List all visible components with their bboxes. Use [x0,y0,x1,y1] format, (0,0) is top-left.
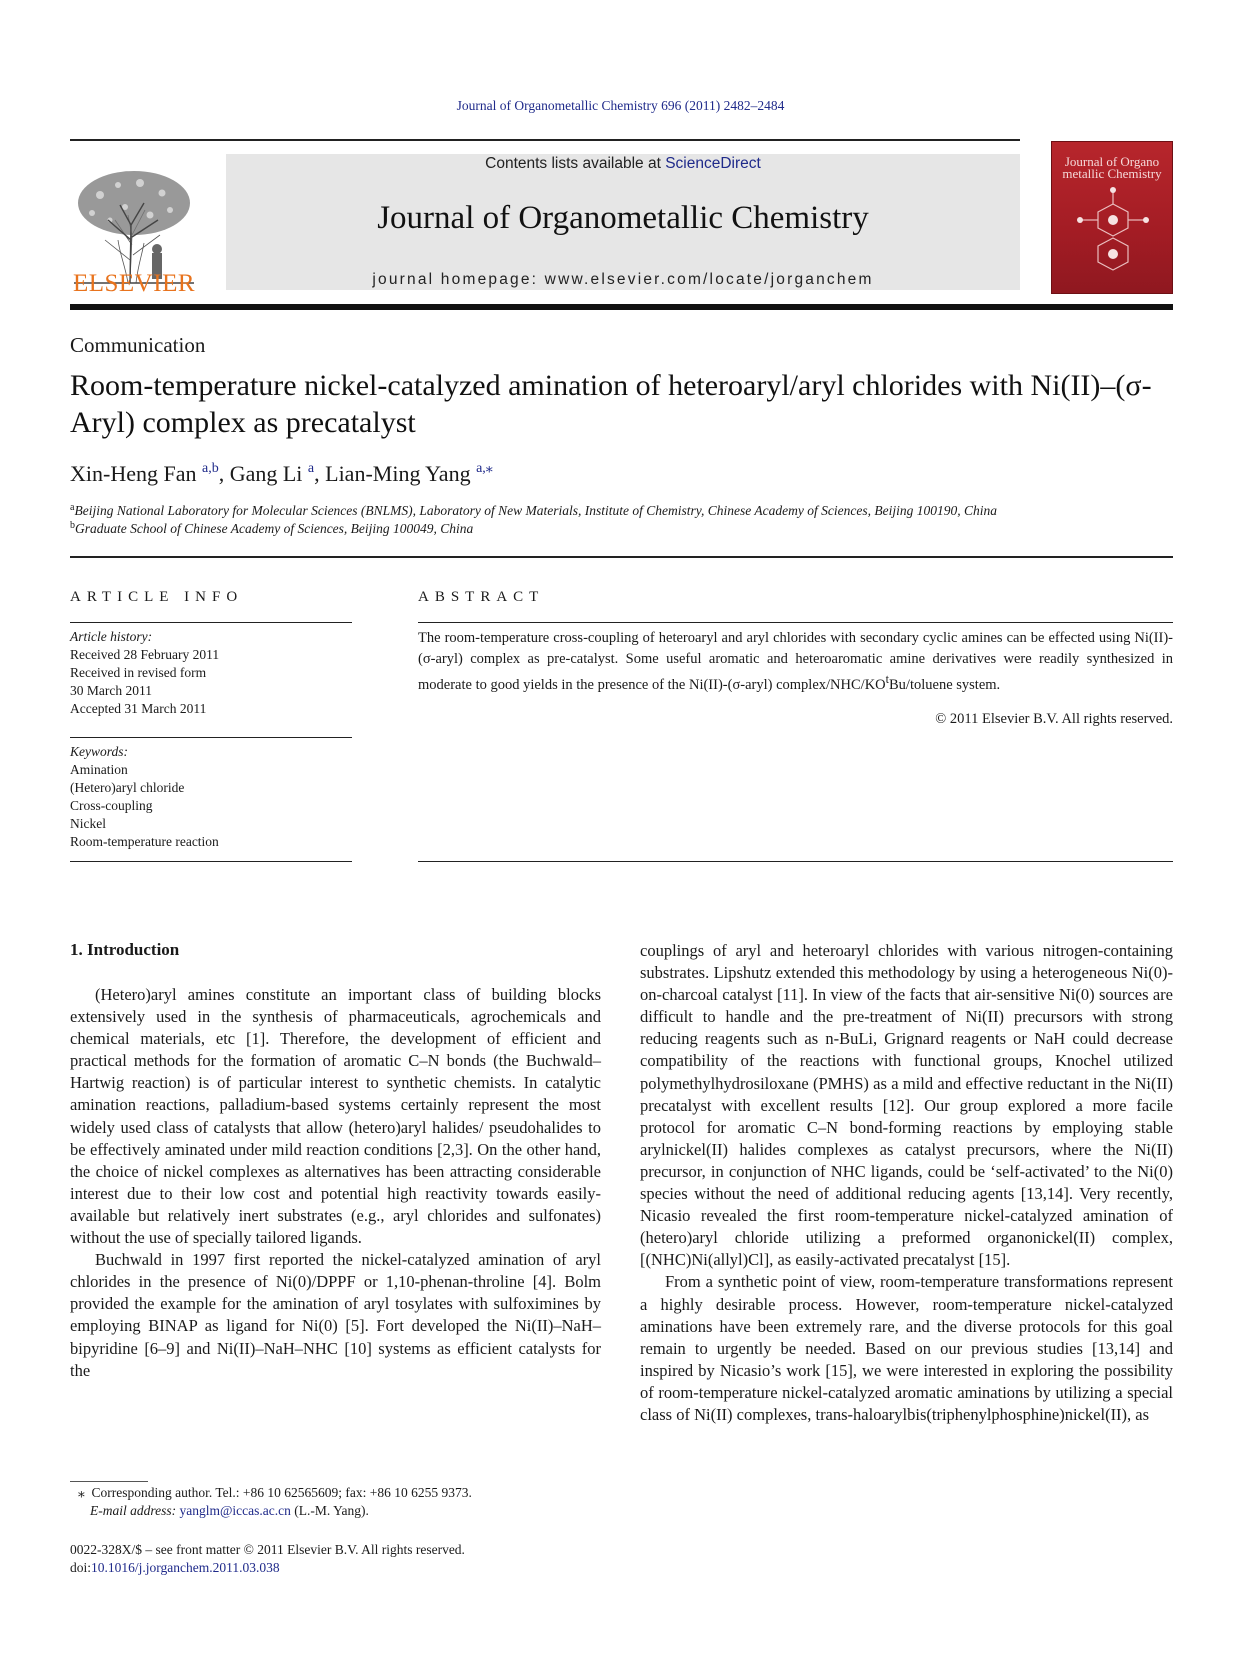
issn-line: 0022-328X/$ – see front matter © 2011 Elsevier B.V. All rights reserved. [70,1542,465,1557]
article-history [70,628,352,718]
body-column-left [70,940,601,1382]
affiliation-mark: a [70,502,75,513]
keywords [70,743,352,851]
keyword-item: Nickel [70,816,106,831]
body-paragraph: (Hetero)aryl amines constitute an important class of building blocks extensively used in the synthesis of pharmaceuticals, agrochemicals and chemical materials, etc [1]. Therefore, the development of efficient and practical methods for the formation of aromatic C–N bonds (the Buchwald–Hartwig reaction) is of particular interest to synthetic chemists. In catalytic amination reactions, palladium-based systems certainly represent the most widely used class of catalysts that allow (hetero)aryl halides/ pseudohalides to be effectively aminated under mild reaction conditions [2,3]. On the other hand, the choice of nickel complexes as alternatives has been attracting considerable interest due to their low cost and potential high reactivity towards easily-available but relatively inert substrates (e.g., aryl chlorides and sulfonates) without the use of specially tailored ligands. [70,985,601,1248]
front-matter [70,1541,670,1577]
head-rule [70,556,1173,558]
affiliation-text: Graduate School of Chinese Academy of Sciences, Beijing 100049, China [75,521,474,536]
doi-label: doi: [70,1560,92,1575]
abstract-text [418,628,1173,695]
author-name: Xin-Heng Fan [70,461,197,486]
footnote-email-line [78,1502,618,1520]
footnote-contact: Corresponding author. Tel.: +86 10 62565609; fax: +86 10 6255 9373. [91,1485,472,1500]
keyword-item: Amination [70,762,128,777]
keyword-item: Cross-coupling [70,798,153,813]
affiliation [70,520,473,537]
keyword-item: (Hetero)aryl chloride [70,780,185,795]
history-item: Received in revised form [70,665,207,680]
contents-line [226,155,1020,173]
abstract-part: Bu/toluene system. [889,676,1001,693]
elsevier-wordmark: ELSEVIER [72,270,196,297]
header-top-rule [70,139,1020,141]
article-title: Room-temperature nickel-catalyzed amination of heteroaryl/aryl chlorides with Ni(II)–(σ-Aryl) complex as precatalyst [70,369,1152,439]
header-thick-rule [70,304,1173,310]
article-type: Communication [70,333,206,357]
footnote-rule [70,1481,148,1482]
body-paragraph: Buchwald in 1997 first reported the nickel-catalyzed amination of aryl chlorides in the presence of Ni(0)/DPPF or 1,10-phenan-throline [4]. Bolm provided the example for the amination of aryl tosylates with sulfoximines by employing BINAP as ligand for Ni(0) [5]. Fort developed the Ni(II)–NaH–bipyridine [6–9] and Ni(II)–NaH–NHC [10] systems as efficient catalysts for the [70,1250,601,1380]
author-affil-mark[interactable]: a [307,461,315,476]
body-column-right [640,940,1173,1426]
email-link[interactable]: yanglm@iccas.ac.cn [179,1503,291,1518]
journal-homepage[interactable]: journal homepage: www.elsevier.com/locate/jorganchem [372,271,874,288]
keywords-label: Keywords: [70,744,128,759]
info-rule [70,622,352,623]
author-name: Gang Li [229,461,303,486]
affiliation [70,502,997,519]
history-item: 30 March 2011 [70,683,152,698]
history-label: Article history: [70,629,153,644]
email-label: E-mail address: [90,1503,180,1518]
abstract-part: The room-temperature cross-coupling of heteroaryl and aryl chlorides with secondary cyclic amines can be effected using Ni(II)-(σ-aryl) complex as pre-catalyst. Some useful aromatic and heteroaromatic amine derivatives were readily synthesized in moderate to good yields in the presence of the Ni(II)-(σ-aryl) complex/NHC/KO [418,630,1173,693]
body-paragraph: couplings of aryl and heteroaryl chlorides with various nitrogen-containing substrates. Lipshutz extended this methodology by using a heterogeneous Ni(0)-on-charcoal catalyst [11]. In view of the facts that air-sensitive Ni(0) sources are difficult to handle and the pre-treatment of Ni(II) precursors with strong reducing reagents such as n-BuLi, Grignard reagents or NaH could decrease compatibility of the reactions with functional groups, Knochel utilized polymethylhydrosiloxane (PMHS) as a mild and effective reductant in the Ni(II) precatalyst with excellent results [12]. Our group explored a more facile protocol for aromatic C–N bond-forming reactions by employing stable arylnickel(II) halides complexes as catalyst precursors, where the Ni(II) precursor, in conjunction of NHC ligands, could be ‘self-activated’ to the Ni(0) species without the need of additional reducing agents [13,14]. Very recently, Nicasio revealed the first room-temperature nickel-catalyzed amination of (hetero)aryl chloride utilizing a preformed organonickel(II) complex, [(NHC)Ni(allyl)Cl], as easily-activated precatalyst [15]. [640,941,1173,1270]
affiliation-mark: b [70,520,75,531]
article-info-heading: ARTICLE INFO [70,589,244,605]
affiliation-text: Beijing National Laboratory for Molecular Sciences (BNLMS), Laboratory of New Materials, Institute of Chemistry, Chinese Academy of Sciences, Beijing 100190, China [74,503,997,518]
heading-spacer [70,940,601,984]
sciencedirect-link[interactable]: ScienceDirect [665,155,761,172]
footnote-line [78,1484,618,1502]
history-item: Accepted 31 March 2011 [70,701,207,716]
abstract-copyright: © 2011 Elsevier B.V. All rights reserved. [935,711,1173,727]
journal-citation[interactable]: Journal of Organometallic Chemistry 696 (2011) 2482–2484 [456,98,785,113]
author-name: Lian-Ming Yang [325,461,471,486]
body-paragraph: From a synthetic point of view, room-temperature transformations represent a highly desirable process. However, room-temperature nickel-catalyzed aminations have been extremely rare, and the diverse protocols for this goal remain to urgently be needed. Based on our previous studies [13,14] and inspired by Nicasio’s work [15], we were interested in exploring the possibility of room-temperature nickel-catalyzed aromatic aminations by utilizing a special class of Ni(II) complexes, trans-haloarylbis(triphenylphosphine)nickel(II), as [640,1272,1173,1424]
keyword-item: Room-temperature reaction [70,834,219,849]
abstract-sup: t [885,672,889,686]
info-rule [70,737,352,738]
email-suffix: (L.-M. Yang). [290,1503,369,1518]
cover-title: Journal of Organo metallic Chemistry [1062,154,1162,181]
journal-name: Journal of Organometallic Chemistry [377,200,869,236]
abstract-rule [418,861,1173,862]
info-rule [70,861,352,862]
doi-line [70,1559,670,1577]
doi-link[interactable]: 10.1016/j.jorganchem.2011.03.038 [91,1560,280,1575]
abstract-heading: ABSTRACT [418,589,545,605]
history-item: Received 28 February 2011 [70,647,220,662]
author-list: Xin-Heng Fan $^{a,b}$, Gang Li $^a$, Lian-Ming Yang $^{a,⁎}$ [70,461,493,486]
abstract-rule [418,622,1173,623]
footnote-mark: ⁎ [78,1485,85,1500]
contents-prefix: Contents lists available at [485,155,666,172]
author-affil-mark[interactable]: a,b [201,461,219,476]
author-affil-mark[interactable]: a,⁎ [476,461,493,476]
footnote [78,1484,618,1520]
section-heading: 1. Introduction [70,940,180,959]
